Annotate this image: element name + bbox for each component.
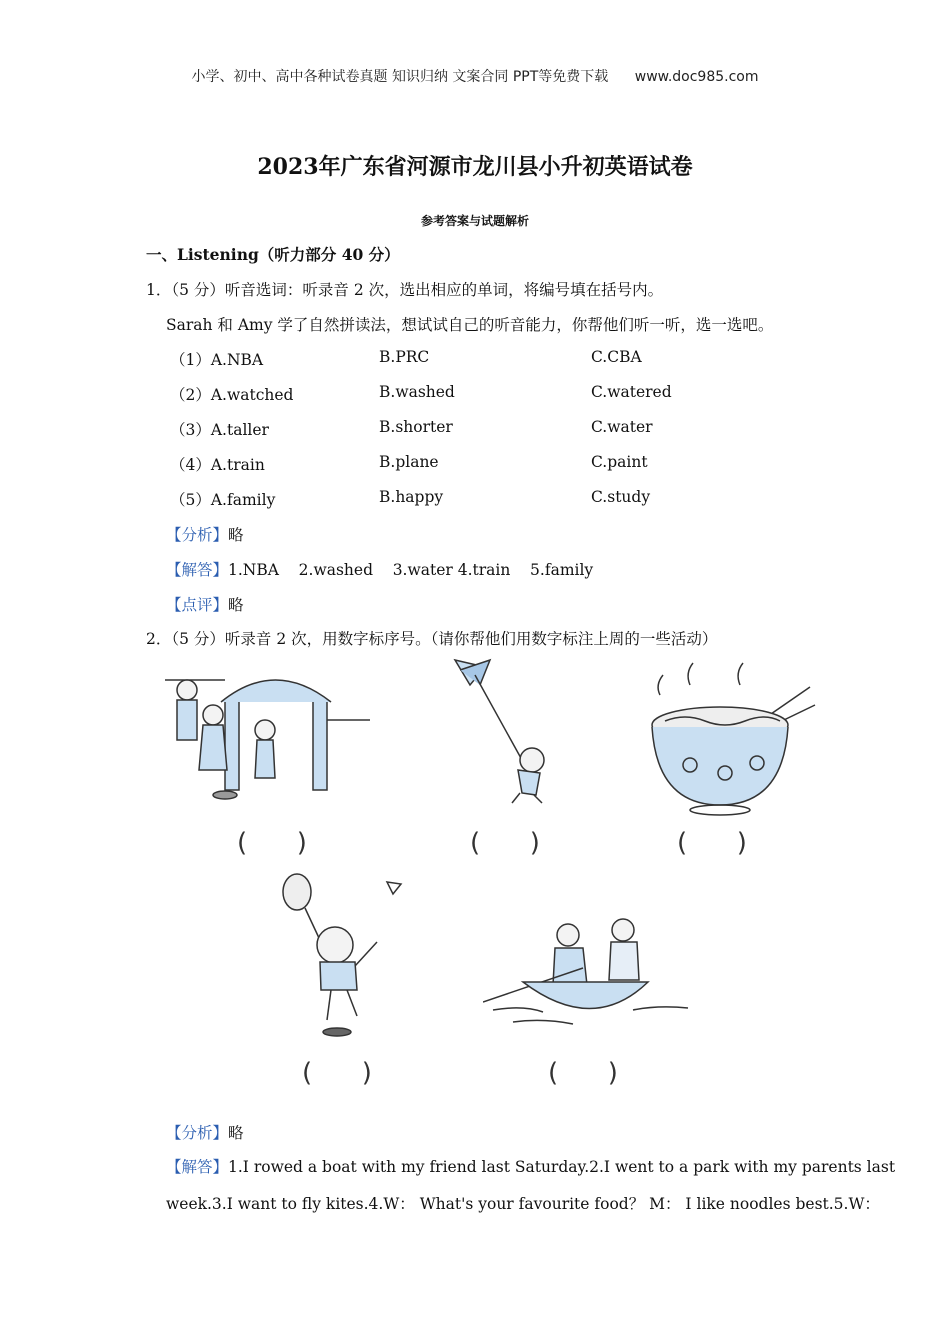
rowing-boat-illustration: [483, 910, 698, 1035]
q1-option-c: C.water: [591, 418, 653, 436]
q2-answer-cont: week.3.I want to fly kites.4.W： What's your favourite food？ M： I like noodles best.5.W：: [166, 1195, 880, 1213]
q1-option-b: B.PRC: [379, 348, 430, 366]
q1-option-b: B.washed: [379, 383, 455, 401]
q1-option-b: B.happy: [379, 488, 444, 506]
q2-answer: 【解答】1.I rowed a boat with my friend last Saturday.2.I went to a park with my parents last: [166, 1158, 896, 1176]
q1-analysis: 【分析】略: [166, 526, 244, 544]
badminton-illustration: [275, 870, 415, 1040]
answer-paren[interactable]: ( ): [302, 1058, 372, 1088]
q1-option-c: C.study: [591, 488, 651, 506]
q1-option-c: C.CBA: [591, 348, 642, 366]
noodle-bowl-illustration: [645, 655, 820, 820]
header-url[interactable]: www.doc985.com: [634, 69, 759, 85]
q1-option-c: C.watered: [591, 383, 672, 401]
q1-answer: 【解答】1.NBA 2.washed 3.water 4.train 5.family: [166, 561, 594, 579]
q1-intro: Sarah 和 Amy 学了自然拼读法，想试试自己的听音能力，你帮他们听一听，选一选吧。: [166, 316, 774, 334]
page-subtitle: 参考答案与试题解析: [420, 214, 529, 228]
q2-stem: 2．（5 分）听录音 2 次，用数字标序号。（请你帮他们用数字标注上周的一些活动）: [146, 630, 718, 648]
q1-option-a: （5）A.family: [170, 491, 276, 509]
q1-option-a: （2）A.watched: [170, 386, 294, 404]
park-gate-illustration: [165, 660, 370, 805]
answer-paren[interactable]: ( ): [470, 828, 540, 858]
header-tagline: 小学、初中、高中各种试卷真题 知识归纳 文案合同 PPT等免费下载: [191, 69, 609, 85]
q1-comment: 【点评】略: [166, 596, 244, 614]
q1-option-c: C.paint: [591, 453, 648, 471]
q1-option-a: （4）A.train: [170, 456, 265, 474]
page-title: 2023年广东省河源市龙川县小升初英语试卷: [257, 154, 693, 180]
q1-option-b: B.shorter: [379, 418, 453, 436]
q1-option-a: （3）A.taller: [170, 421, 269, 439]
page-header: [0, 66, 950, 86]
answer-paren[interactable]: ( ): [548, 1058, 618, 1088]
kite-flying-illustration: [440, 655, 560, 805]
q1-stem: 1．（5 分）听音选词：听录音 2 次，选出相应的单词，将编号填在括号内。: [146, 281, 664, 299]
q1-option-b: B.plane: [379, 453, 439, 471]
answer-paren[interactable]: ( ): [237, 828, 307, 858]
answer-paren[interactable]: ( ): [677, 828, 747, 858]
q2-analysis: 【分析】略: [166, 1124, 244, 1142]
section-heading: 一、Listening（听力部分 40 分）: [146, 245, 400, 264]
q1-option-a: （1）A.NBA: [170, 351, 264, 369]
